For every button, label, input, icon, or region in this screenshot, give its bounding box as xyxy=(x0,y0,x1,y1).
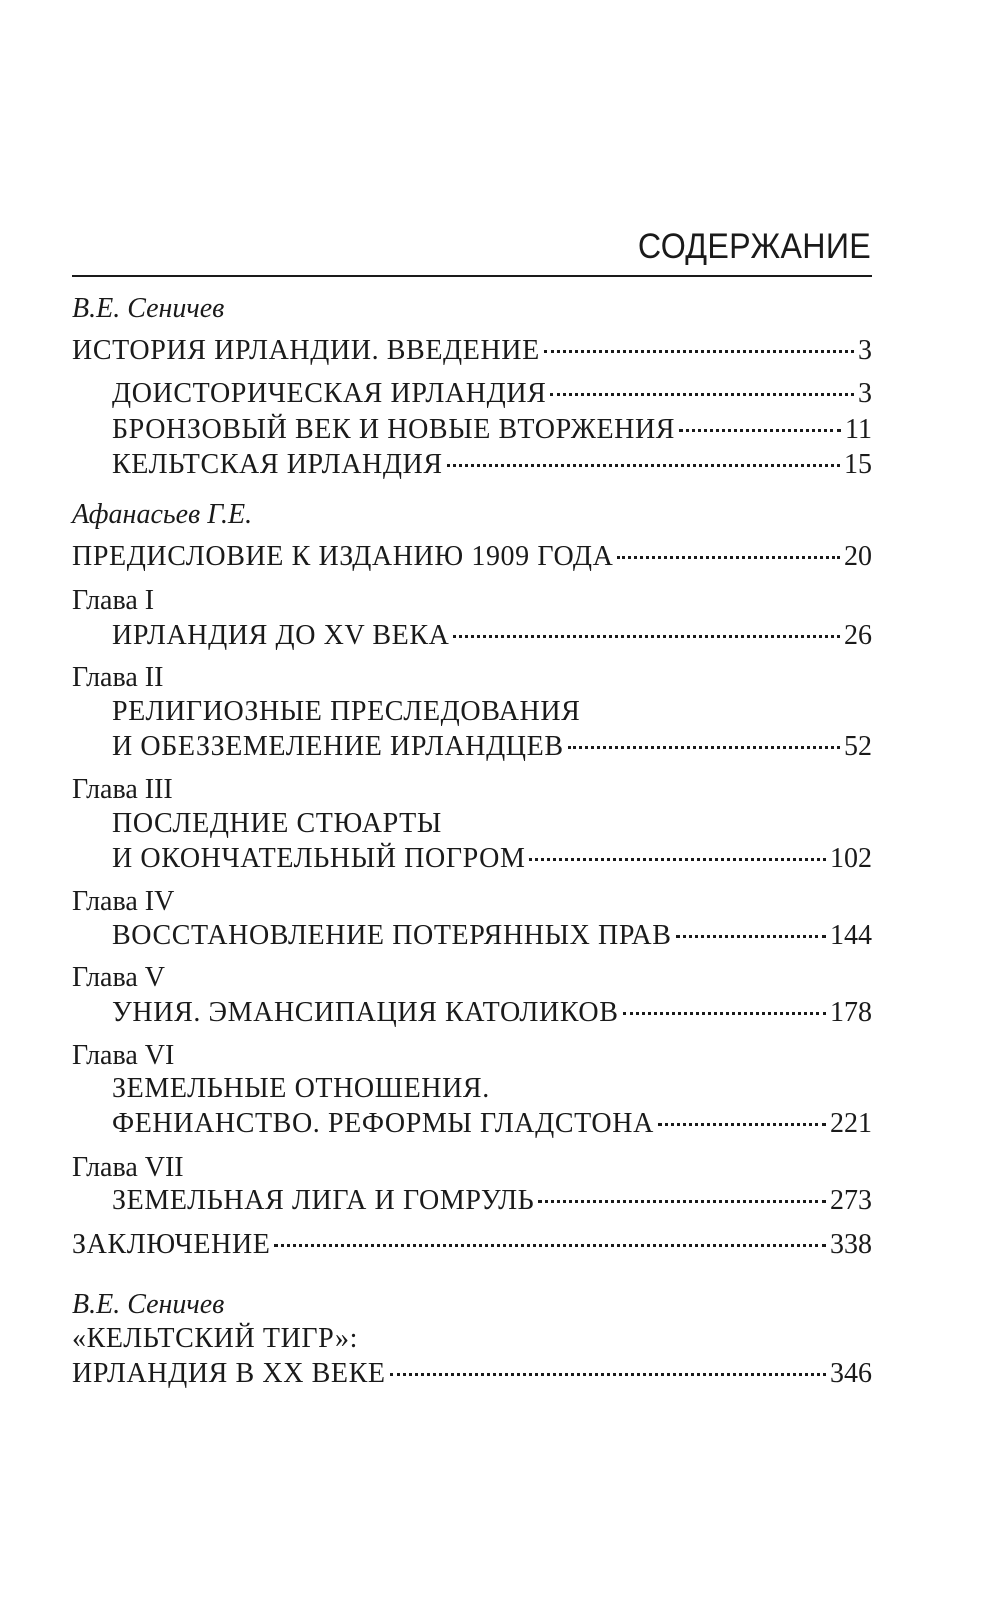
page-number: 346 xyxy=(830,1358,872,1389)
author-afanasyev: Афанасьев Г.Е. xyxy=(72,499,253,530)
toc-entry-conclusion[interactable] xyxy=(72,1227,872,1263)
chapter-label-3: Глава III xyxy=(72,774,173,805)
leader-dots xyxy=(529,858,826,861)
page-number: 52 xyxy=(844,731,872,762)
chapter-label-4: Глава IV xyxy=(72,886,175,917)
page-number: 178 xyxy=(830,997,872,1028)
toc-entry-chapter-4[interactable] xyxy=(112,918,872,954)
toc-entry-preface[interactable] xyxy=(72,539,872,575)
chapter-label-6: Глава VI xyxy=(72,1040,175,1071)
leader-dots xyxy=(658,1123,826,1126)
title-rule xyxy=(72,275,872,277)
page-number: 144 xyxy=(830,920,872,951)
toc-entry-chapter-6[interactable] xyxy=(112,1106,872,1142)
toc-entry-label: ВОССТАНОВЛЕНИЕ ПОТЕРЯННЫХ ПРАВ xyxy=(112,920,672,951)
toc-entry-label: ДОИСТОРИЧЕСКАЯ ИРЛАНДИЯ xyxy=(112,378,547,409)
toc-entry-label: ЗАКЛЮЧЕНИЕ xyxy=(72,1229,271,1260)
page-number: 102 xyxy=(830,843,872,874)
leader-dots xyxy=(274,1244,826,1247)
toc-entry-label: БРОНЗОВЫЙ ВЕК И НОВЫЕ ВТОРЖЕНИЯ xyxy=(112,414,676,445)
page-number: 221 xyxy=(830,1108,872,1139)
leader-dots xyxy=(623,1012,826,1015)
toc-entry-label: ФЕНИАНСТВО. РЕФОРМЫ ГЛАДСТОНА xyxy=(112,1108,654,1139)
leader-dots xyxy=(550,393,854,396)
toc-entry-chapter-1[interactable] xyxy=(112,618,872,654)
page-number: 3 xyxy=(858,378,872,409)
chapter-label-1: Глава I xyxy=(72,585,155,616)
author-senichev-2: В.Е. Сеничев xyxy=(72,1289,225,1320)
toc-entry-chapter-2[interactable] xyxy=(112,729,872,765)
toc-entry-label: ИРЛАНДИЯ В ХХ ВЕКЕ xyxy=(72,1358,386,1389)
leader-dots xyxy=(544,350,854,353)
leader-dots xyxy=(679,429,841,432)
page-number: 338 xyxy=(830,1229,872,1260)
toc-entry-line: ЗЕМЕЛЬНЫЕ ОТНОШЕНИЯ. xyxy=(112,1073,490,1104)
leader-dots xyxy=(538,1200,826,1203)
leader-dots xyxy=(453,635,840,638)
leader-dots xyxy=(447,464,840,467)
toc-entry-label: ИСТОРИЯ ИРЛАНДИИ. ВВЕДЕНИЕ xyxy=(72,335,540,366)
toc-entry-celtic[interactable] xyxy=(112,447,872,483)
chapter-label-5: Глава V xyxy=(72,962,165,993)
page-title: СОДЕРЖАНИЕ xyxy=(637,227,871,266)
page-number: 20 xyxy=(844,541,872,572)
page-number: 26 xyxy=(844,620,872,651)
toc-entry-prehistoric[interactable] xyxy=(112,376,872,412)
toc-entry-label: ИРЛАНДИЯ ДО XV ВЕКА xyxy=(112,620,450,651)
toc-entry-label: ПРЕДИСЛОВИЕ К ИЗДАНИЮ 1909 ГОДА xyxy=(72,541,614,572)
page-number: 273 xyxy=(830,1185,872,1216)
page-number: 3 xyxy=(858,335,872,366)
page-number: 11 xyxy=(845,414,872,445)
toc-entry-celtic-tiger[interactable] xyxy=(72,1356,872,1392)
chapter-label-2: Глава II xyxy=(72,662,164,693)
chapter-label-7: Глава VII xyxy=(72,1152,184,1183)
leader-dots xyxy=(617,556,840,559)
toc-entry-label: ЗЕМЕЛЬНАЯ ЛИГА И ГОМРУЛЬ xyxy=(112,1185,535,1216)
toc-entry-label: УНИЯ. ЭМАНСИПАЦИЯ КАТОЛИКОВ xyxy=(112,997,619,1028)
toc-entry-line: ПОСЛЕДНИЕ СТЮАРТЫ xyxy=(112,808,442,839)
toc-entry-label: КЕЛЬТСКАЯ ИРЛАНДИЯ xyxy=(112,449,443,480)
toc-entry-introduction[interactable] xyxy=(72,333,872,369)
toc-entry-bronze-age[interactable] xyxy=(112,412,872,448)
toc-entry-line: РЕЛИГИОЗНЫЕ ПРЕСЛЕДОВАНИЯ xyxy=(112,696,581,727)
page-number: 15 xyxy=(844,449,872,480)
author-senichev: В.Е. Сеничев xyxy=(72,293,225,324)
toc-entry-label: И ОБЕЗЗЕМЕЛЕНИЕ ИРЛАНДЦЕВ xyxy=(112,731,564,762)
toc-entry-chapter-3[interactable] xyxy=(112,841,872,877)
leader-dots xyxy=(676,935,826,938)
toc-entry-label: И ОКОНЧАТЕЛЬНЫЙ ПОГРОМ xyxy=(112,843,526,874)
toc-entry-chapter-7[interactable] xyxy=(112,1183,872,1219)
toc-entry-line: «КЕЛЬТСКИЙ ТИГР»: xyxy=(72,1323,359,1354)
leader-dots xyxy=(568,746,840,749)
leader-dots xyxy=(390,1373,826,1376)
toc-entry-chapter-5[interactable] xyxy=(112,995,872,1031)
